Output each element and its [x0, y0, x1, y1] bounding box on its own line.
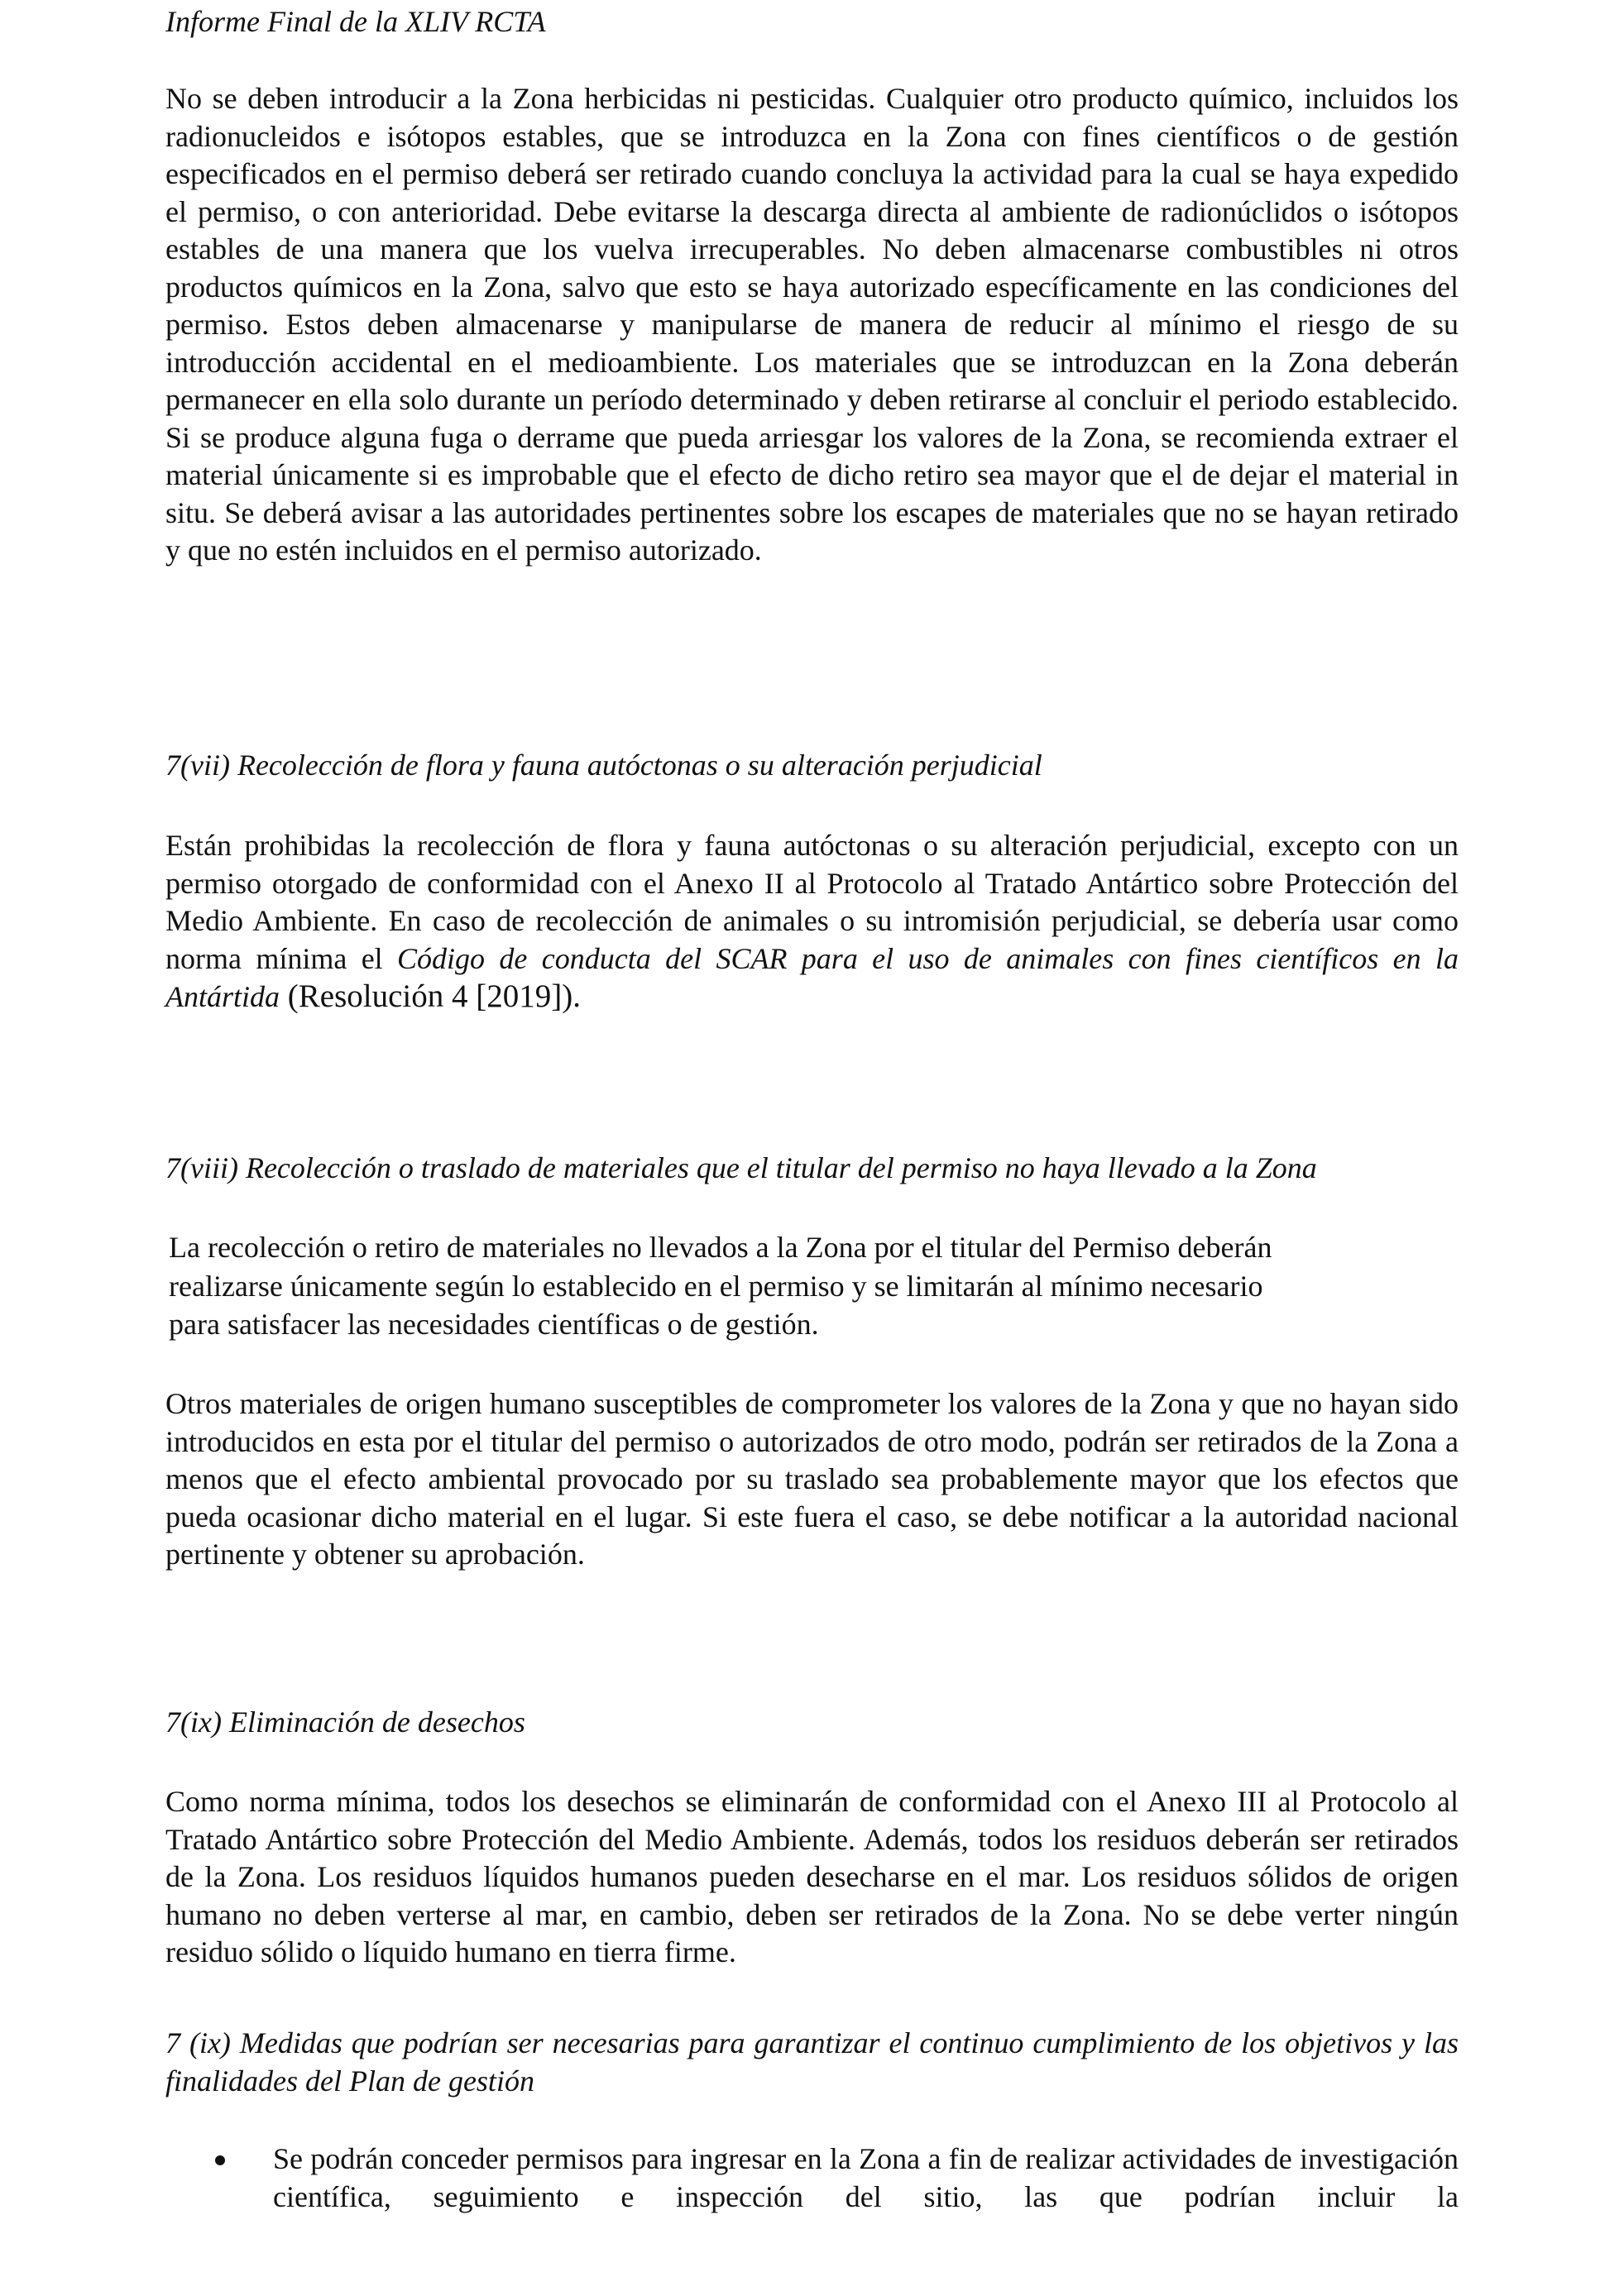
intro-paragraph: No se deben introducir a la Zona herbicidas ni pesticidas. Cualquier otro producto químico, incluidos los radionucleidos e isótopos estables, que se introduzca en la Zona con fines científicos o de gestión especificados en el permiso deberá ser retirado cuando concluya la actividad para la cual se haya expedido el permiso, o con anterioridad. Debe evitarse la descarga directa al ambiente de radionúclidos o isótopos estables de una manera que los vuelva irrecuperables. No deben almacenarse combustibles ni otros productos químicos en la Zona, salvo que esto se haya autorizado específicamente en las condiciones del permiso. Estos deben almacenarse y manipularse de manera de reducir al mínimo el riesgo de su introducción accidental en el medioambiente. Los materiales que se introduzcan en la Zona deberán permanecer en ella solo durante un período determinado y deben retirarse al concluir el periodo establecido. Si se produce alguna fuga o derrame que pueda arriesgar los valores de la Zona, se recomienda extraer el material únicamente si es improbable que el efecto de dicho retiro sea mayor que el de dejar el material in situ. Se deberá avisar a las autoridades pertinentes sobre los escapes de materiales que no se hayan retirado y que no estén incluidos en el permiso autorizado. — [165, 82, 1459, 567]
section-viii-paragraph-1 — [169, 1228, 1272, 1344]
section-viii-line-1: La recolección o retiro de materiales no llevados a la Zona por el titular del Permiso deberán — [169, 1231, 1272, 1264]
scar-code-citation: Código de conducta del SCAR para el uso de animales con fines científicos en la Antártida — [165, 941, 1459, 1013]
section-viii-line-2: realizarse únicamente según lo establecido en el permiso y se limitarán al mínimo necesario — [169, 1269, 1263, 1303]
resolution-reference: (Resolución 4 [2019]). — [280, 978, 581, 1014]
section-ix-waste-heading: 7(ix) Eliminación de desechos — [165, 1705, 525, 1739]
running-header: Informe Final de la XLIV RCTA — [165, 5, 546, 38]
section-ix-measures-heading: 7 (ix) Medidas que podrían ser necesarias para garantizar el continuo cumplimiento de los objetivos y las finalidades del Plan de gestión — [165, 2026, 1459, 2097]
section-viii-paragraph-2: Otros materiales de origen humano susceptibles de comprometer los valores de la Zona y que no hayan sido introducidos en esta por el titular del permiso o autorizados de otro modo, podrán ser retirados de la Zona a menos que el efecto ambiental provocado por su traslado sea probablemente mayor que los efectos que pueda ocasionar dicho material en el lugar. Si este fuera el caso, se debe notificar a la autoridad nacional pertinente y obtener su aprobación. — [165, 1387, 1459, 1571]
section-vii-body — [165, 827, 1459, 1016]
section-vii-heading: 7(vii) Recolección de flora y fauna autóctonas o su alteración perjudicial — [165, 749, 1042, 782]
bullet-icon — [215, 2155, 225, 2165]
section-vii-body-text: Están prohibidas la recolección de flora y fauna autóctonas o su alteración perjudicial, excepto con un permiso otorgado de conformidad con el Anexo II al Protocolo al Tratado Antártico sobre Protección del Medio Ambiente. En caso de recolección de animales o su intromisión perjudicial, se debería usar como norma mínima el — [165, 829, 1459, 975]
section-ix-waste-body: Como norma mínima, todos los desechos se eliminarán de conformidad con el Anexo III al Protocolo al Tratado Antártico sobre Protección del Medio Ambiente. Además, todos los residuos deberán ser retirados de la Zona. Los residuos líquidos humanos pueden desecharse en el mar. Los residuos sólidos de origen humano no deben verterse al mar, en cambio, deben ser retirados de la Zona. No se debe verter ningún residuo sólido o líquido humano en tierra firme. — [165, 1785, 1459, 1968]
section-viii-heading: 7(viii) Recolección o traslado de materiales que el titular del permiso no haya llevado a la Zona — [165, 1151, 1317, 1184]
section-viii-line-3: para satisfacer las necesidades científicas o de gestión. — [169, 1308, 819, 1341]
list-item-text: Se podrán conceder permisos para ingresar en la Zona a fin de realizar actividades de investigación científica, seguimiento e inspección del sitio, las que podrían incluir la — [273, 2142, 1459, 2213]
